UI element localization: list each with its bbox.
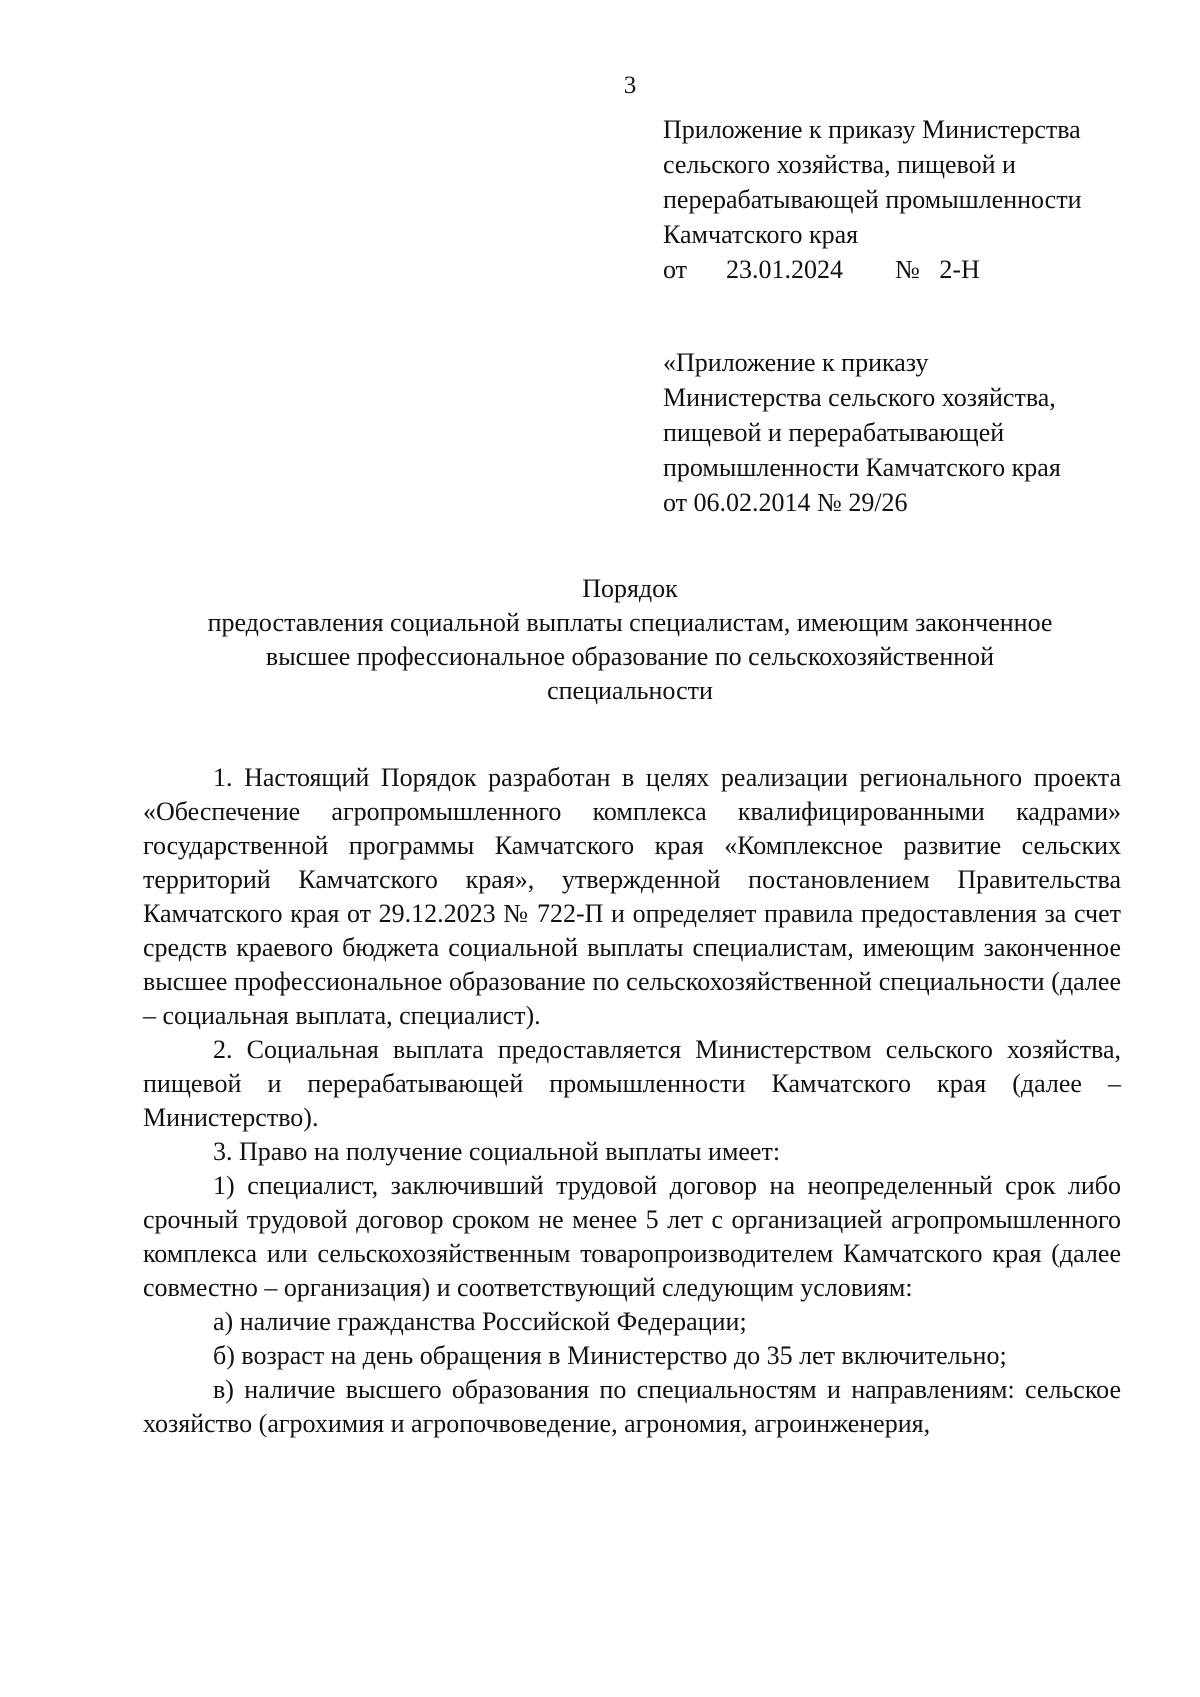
paragraph-3-1-a: а) наличие гражданства Российской Федерации; [213,1307,747,1336]
previous-approval-line: «Приложение к приказу [663,348,929,377]
approval-line: Камчатского края [663,220,859,249]
paragraph-3-1-b: б) возраст на день обращения в Министерство до 35 лет включительно; [213,1341,1007,1370]
approval-line: Приложение к приказу Министерства [663,115,1081,144]
approval-block [663,112,1082,287]
paragraph-3-1-v: в) наличие высшего образования по специальностям и направлениям: сельское хозяйство (агрохимия и агропочвоведение, агрономия, агроинженерия, [143,1375,1121,1438]
title-heading: Порядок [582,574,678,603]
paragraph-3-1: 1) специалист, заключивший трудовой договор на неопределенный срок либо срочный трудовой договор сроком не менее 5 лет с организацией агропромышленного комплекса или сельскохозяйственным товаропроизводителем Камчатского края (далее совместно – организация) и соответствующий следующим условиям: [143,1171,1121,1302]
paragraph-2: 2. Социальная выплата предоставляется Министерством сельского хозяйства, пищевой и перерабатывающей промышленности Камчатского края (далее – Министерство). [143,1035,1121,1132]
order-number: 2-Н [939,255,980,284]
previous-approval-line: от 06.02.2014 № 29/26 [663,488,908,517]
title-line: предоставления социальной выплаты специалистам, имеющим законченное [207,608,1053,637]
document-body [143,761,1121,1441]
paragraph-1: 1. Настоящий Порядок разработан в целях реализации регионального проекта «Обеспечение агропромышленного комплекса квалифицированными кадрами» государственной программы Камчатского края «Комплексное развитие сельских территорий Камчатского края», утвержденной постановлением Правительства Камчатского края от 29.12.2023 № 722-П и определяет правила предоставления за счет средств краевого бюджета социальной выплаты специалистам, имеющим законченное высшее профессиональное образование по сельскохозяйственной специальности (далее – социальная выплата, специалист). [143,763,1121,1030]
document-title [120,572,1140,708]
from-label: от [663,255,688,284]
previous-approval-line: промышленности Камчатского края [663,453,1061,482]
previous-approval-line: пищевой и перерабатывающей [663,418,1005,447]
paragraph-3: 3. Право на получение социальной выплаты имеет: [213,1137,781,1166]
order-date-number-line [663,252,1082,287]
page-number: 3 [623,72,637,99]
title-line: специальности [547,676,713,705]
order-date: 23.01.2024 [726,255,844,284]
approval-line: перерабатывающей промышленности [663,185,1082,214]
number-sign: № [895,255,920,284]
title-line: высшее профессиональное образование по сельскохозяйственной [265,642,995,671]
previous-approval-block [663,345,1061,520]
approval-line: сельского хозяйства, пищевой и [663,150,1016,179]
previous-approval-line: Министерства сельского хозяйства, [663,383,1056,412]
